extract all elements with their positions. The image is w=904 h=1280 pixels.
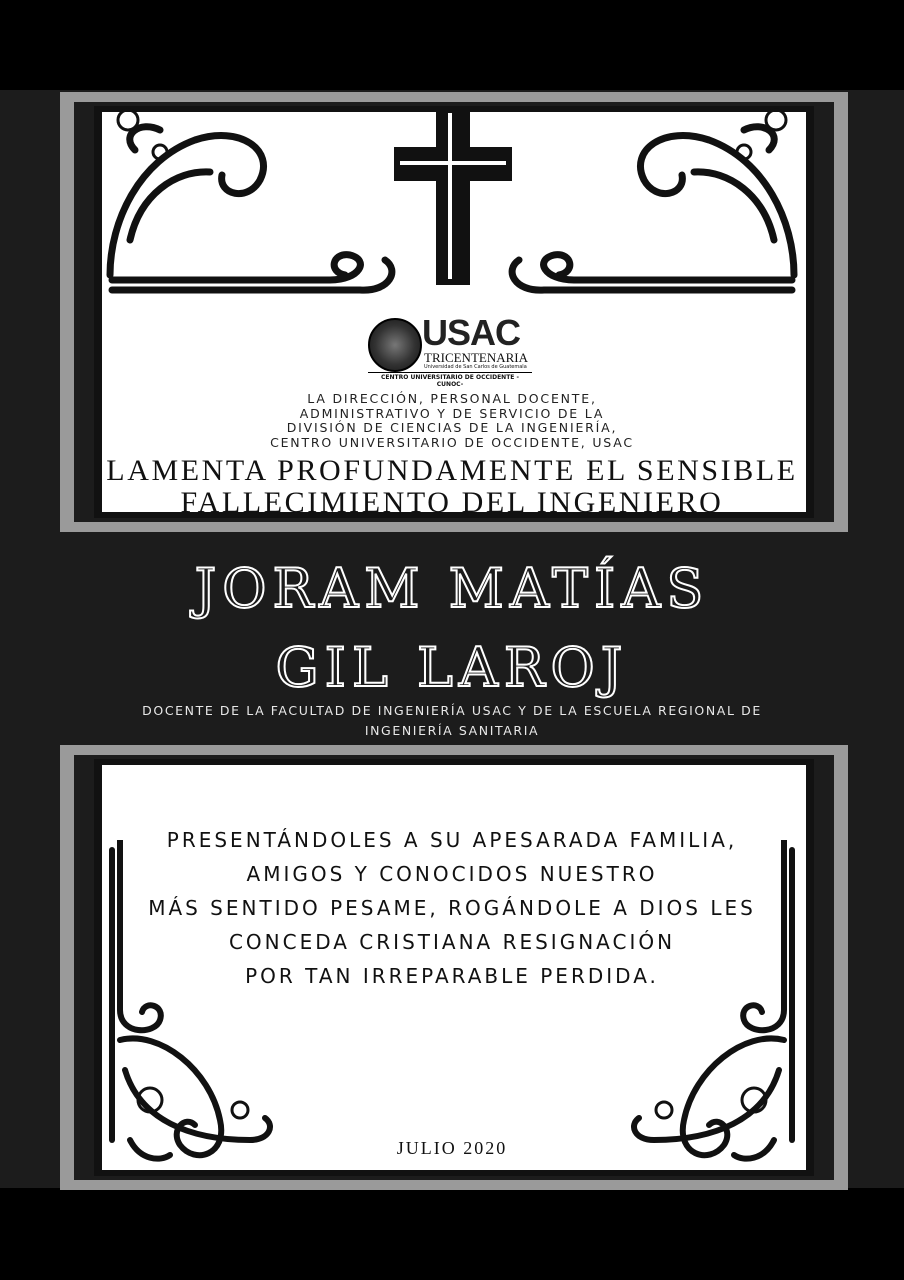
notice-date: JULIO 2020 <box>396 1138 508 1158</box>
usac-logo <box>368 312 538 388</box>
role-description: DOCENTE DE LA FACULTAD DE INGENIERÍA USAC Y DE LA ESCUELA REGIONAL DE INGENIERÍA SANITARIA <box>142 703 762 738</box>
flourish-top-left-icon <box>100 100 420 320</box>
deceased-name-line1: JORAM MATÍAS <box>194 557 710 620</box>
flourish-top-right-icon <box>484 100 804 320</box>
intro-text: LA DIRECCIÓN, PERSONAL DOCENTE, ADMINISTRATIVO Y DE SERVICIO DE LA DIVISIÓN DE CIENCIAS DE LA INGENIERÍA, CENTRO UNIVERSITARIO DE OCCIDENTE, USAC <box>270 391 634 450</box>
logo-tagline: Universidad de San Carlos de Guatemala <box>424 364 527 370</box>
logo-center-name: CENTRO UNIVERSITARIO DE OCCIDENTE -CUNOC- <box>368 372 532 388</box>
cross-icon <box>392 105 514 287</box>
logo-subtitle: TRICENTENARIA <box>424 350 528 365</box>
logo-wordmark: USAC <box>422 312 521 353</box>
lament-heading: LAMENTA PROFUNDAMENTE EL SENSIBLE FALLECIMIENTO DEL INGENIERO <box>106 454 798 519</box>
deceased-name-line2: GIL LAROJ <box>275 636 629 699</box>
university-seal-icon <box>368 318 422 372</box>
condolence-message: PRESENTÁNDOLES A SU APESARADA FAMILIA, AMIGOS Y CONOCIDOS NUESTRO MÁS SENTIDO PESAME, ROGÁNDOLE A DIOS LES CONCEDA CRISTIANA RESIGNACIÓN POR TAN IRREPARABLE PERDIDA. <box>148 828 756 988</box>
